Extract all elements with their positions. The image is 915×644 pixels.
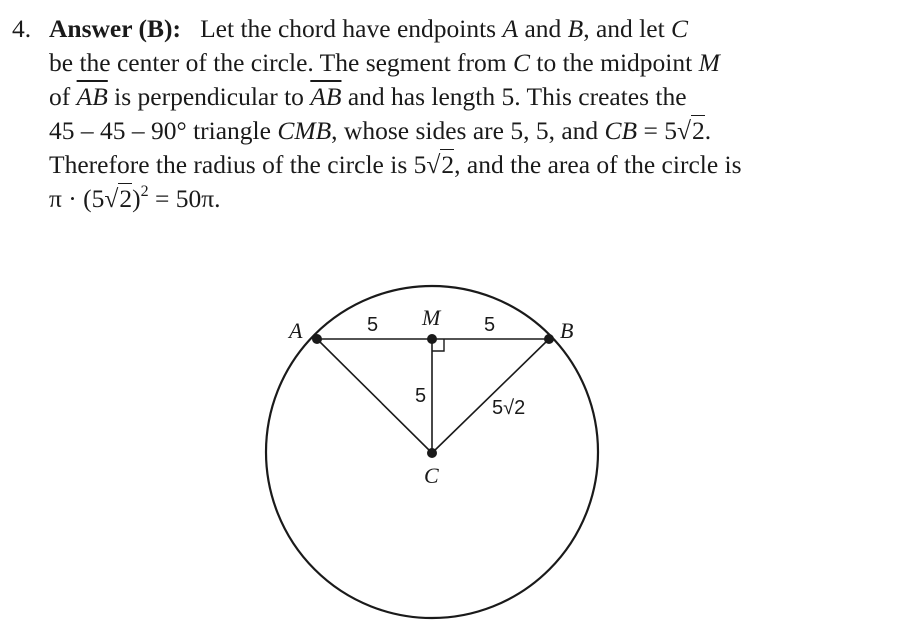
point-c	[427, 448, 437, 458]
label-m: M	[422, 305, 441, 330]
segment-bc	[432, 339, 549, 453]
solution-line-3: of $\overline{AB}$ is perpendicular to $\overline{AB}$ and has length 5. This creates the	[49, 82, 687, 111]
sqrt-expression: √2	[426, 150, 455, 179]
sqrt-expression: √2	[677, 116, 705, 145]
point-m	[427, 334, 437, 344]
point-a	[312, 334, 322, 344]
point-b	[544, 334, 554, 344]
problem-number: 4.	[12, 14, 32, 43]
solution-line-1: 4. Answer (B): Let the chord have endpoints A and B, and let C	[12, 12, 902, 46]
answer-label: Answer (B):	[49, 14, 181, 43]
length-am: 5	[367, 314, 379, 336]
label-c: C	[424, 463, 439, 488]
length-mb: 5	[484, 314, 496, 336]
solution-line-4: 45 – 45 – 90° triangle CMB, whose sides are 5, 5, and CB = 5√2.	[12, 114, 902, 148]
solution-line-2: be the center of the circle. The segment from C to the midpoint M	[49, 48, 720, 77]
solution-line-6: $\pi \cdot (5√2)^2 = 50\pi$.	[12, 182, 902, 216]
label-a: A	[289, 318, 303, 343]
length-cb: 5√2	[492, 397, 526, 419]
solution-line-5: Therefore the radius of the circle is 5√2, and the area of the circle is	[12, 148, 902, 182]
label-b: B	[560, 318, 574, 343]
sqrt-expression: √2	[104, 184, 133, 213]
length-mc: 5	[415, 385, 427, 407]
